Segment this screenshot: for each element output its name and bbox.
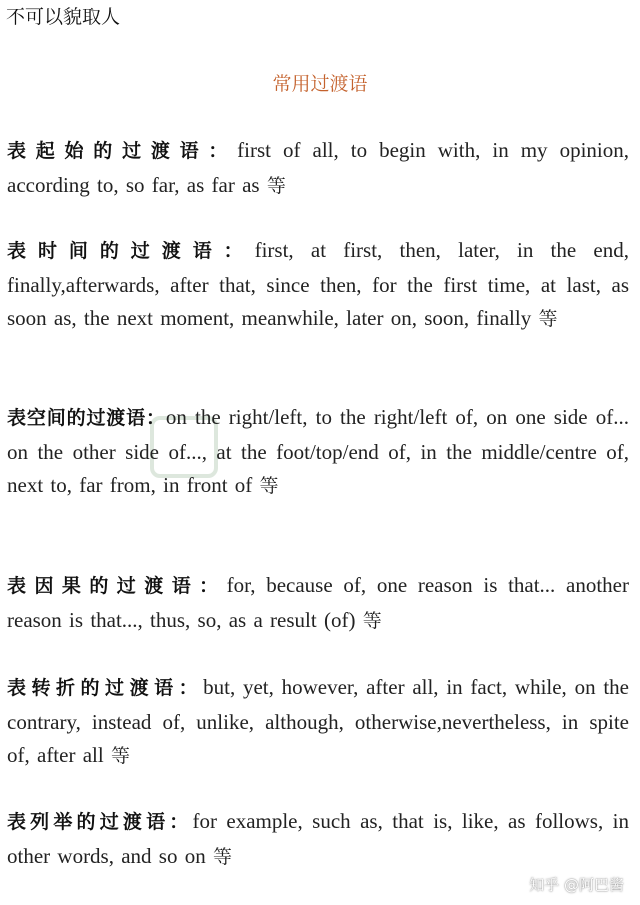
entry-label: 表因果的过渡语： <box>7 575 227 597</box>
source-credit: 知乎 @阿巴酱 <box>529 876 624 894</box>
entry-space-transitions <box>7 401 629 504</box>
entry-suffix: 等 <box>212 845 232 868</box>
entry-text: but, yet, however, after all, in fact, while, on the contrary, instead of, unlike, although, otherwise,nevertheless, in spite of, after all <box>7 675 629 767</box>
entry-text: on the right/left, to the right/left of, on one side of... on the other side of..., at the foot/top/end of, in the middle/centre of, next to, far from, in front of <box>7 405 629 497</box>
entry-text: first, at first, then, later, in the end, finally,afterwards, after that, since then, for the first time, at last, as soon as, the next moment, meanwhile, later on, soon, finally <box>7 238 629 330</box>
entry-suffix: 等 <box>362 609 382 632</box>
page-title: 不可以貌取人 <box>6 6 121 28</box>
entry-label: 表时间的过渡语： <box>7 240 255 262</box>
entry-suffix: 等 <box>538 308 558 330</box>
entry-text: for, because of, one reason is that... another reason is that..., thus, so, as a result (of) <box>7 573 629 632</box>
entry-suffix: 等 <box>266 174 286 197</box>
entry-label: 表起始的过渡语： <box>7 140 238 162</box>
entry-suffix: 等 <box>110 745 130 767</box>
entry-suffix: 等 <box>259 475 279 497</box>
entry-text: for example, such as, that is, like, as follows, in other words, and so on <box>7 809 629 868</box>
entry-start-transitions <box>7 134 629 203</box>
entry-label: 表空间的过渡语： <box>7 407 166 429</box>
entry-label: 表转折的过渡语： <box>7 677 204 699</box>
entry-label: 表列举的过渡语： <box>7 811 193 833</box>
section-heading: 常用过渡语 <box>272 73 368 95</box>
entry-contrast-transitions <box>7 671 629 774</box>
entry-text: first of all, to begin with, in my opinion, according to, so far, as far as <box>7 138 629 197</box>
entry-example-transitions <box>7 805 629 874</box>
entry-time-transitions <box>7 234 629 337</box>
entry-cause-effect-transitions <box>7 569 629 638</box>
